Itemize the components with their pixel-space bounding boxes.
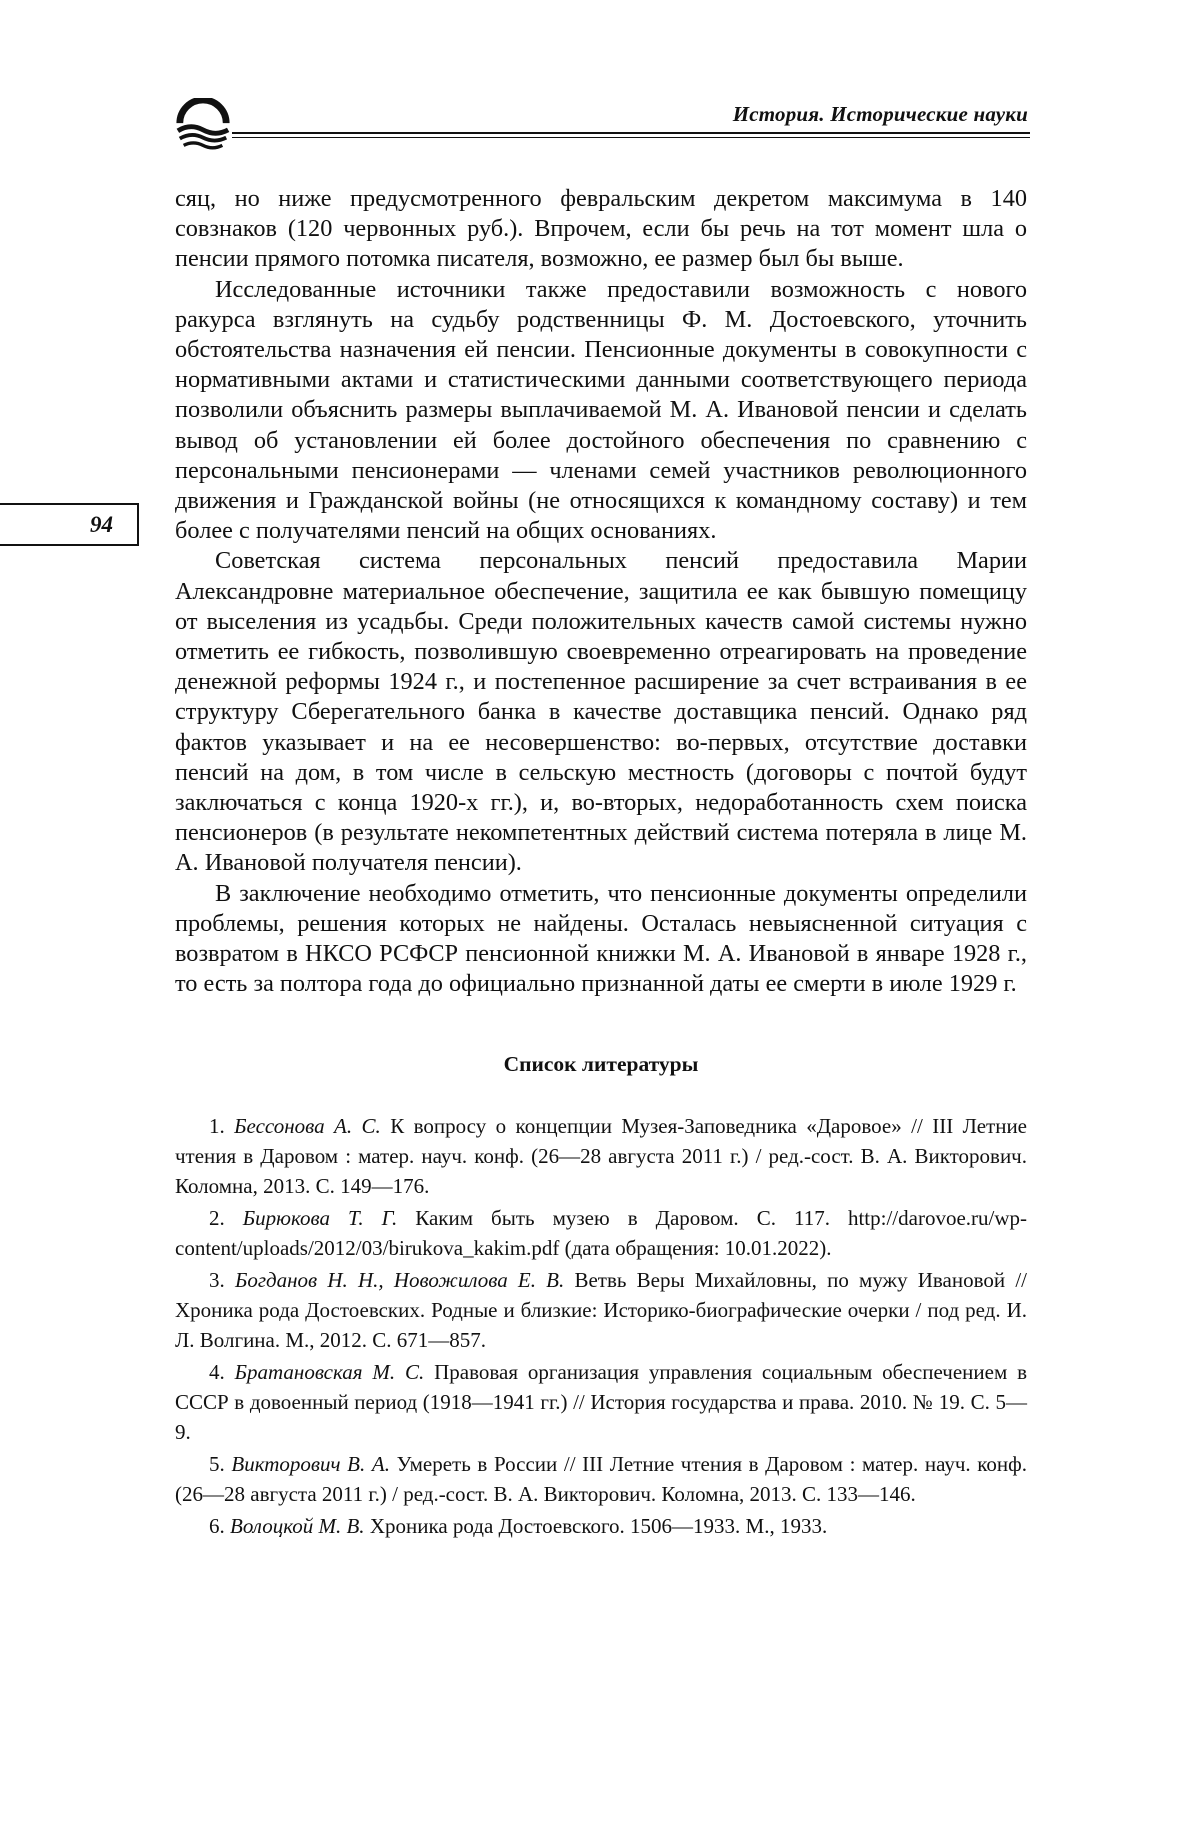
journal-logo-icon (174, 98, 232, 156)
body-paragraph: Исследованные источники также предоставили возможность с нового ракурса взглянуть на судьбу родственницы Ф. М. Достоевского, уточнить обстоятельства назначения ей пенсии. Пенсионные документы в совокупности с нормативными актами и статистическими данными соответствующего периода позволили объяснить размеры выплачиваемой М. А. Ивановой пенсии и сделать вывод об установлении ей более достойного обеспечения по сравнению с персональными пенсионерами — членами семей участников революционного движения и Гражданской войны (не относящихся к командному составу) и тем более с получателями пенсий на общих основаниях. (175, 275, 1027, 545)
reference-text: К вопросу о концепции Музея-Заповедника «Даровое» // III Летние чтения в Даровом : матер. науч. конф. (26—28 августа 2011 г.) / ред.-сост. В. А. Викторович. Коломна, 2013. С. 149—176. (175, 1114, 1028, 1199)
reference-number: 5. (209, 1452, 225, 1477)
reference-number: 3. (209, 1268, 225, 1293)
reference-item (175, 1203, 1027, 1263)
body-paragraph: сяц, но ниже предусмотренного февральским декретом максимума в 140 совзнаков (120 червонных руб.). Впрочем, если бы речь на тот момент шла о пенсии прямого потомка писателя, возможно, ее размер был бы выше. (175, 185, 1027, 273)
running-title: История. Исторические науки (732, 102, 1028, 126)
reference-text: Правовая организация управления социальным обеспечением в СССР в довоенный период (1918—1941 гг.) // История государства и права. 2010. № 19. С. 5—9. (175, 1360, 1028, 1445)
reference-list (175, 1111, 1027, 1541)
page-number-box (0, 503, 139, 546)
reference-text: Каким быть музею в Даровом. С. 117. http://darovoe.ru/wp-content/uploads/2012/03/birukova_kakim.pdf (дата обращения: 10.01.2022). (175, 1206, 1027, 1261)
reference-item (175, 1511, 1027, 1541)
reference-item (175, 1265, 1027, 1355)
body-paragraph: Советская система персональных пенсий предоставила Марии Александровне материальное обеспечение, защитила ее как бывшую помещицу от выселения из усадьбы. Среди положительных качеств самой системы нужно отметить ее гибкость, позволившую своевременно отреагировать на проведение денежной реформы 1924 г., и постепенное расширение за счет встраивания в ее структуру Сберегательного банка в качестве доставщика пенсий. Однако ряд фактов указывает и на ее несовершенство: во-первых, отсутствие доставки пенсий на дом, в том числе в сельскую местность (договоры с почтой будут заключаться с конца 1920-х гг.), и, во-вторых, недоработанность схем поиска пенсионеров (в результате некомпетентных действий система потеряла в лице М. А. Ивановой получателя пенсии). (175, 547, 1027, 877)
reference-author: Богданов Н. Н., Новожилова Е. В. (234, 1268, 565, 1293)
header-rule-thin (232, 137, 1030, 138)
page-header (170, 92, 1030, 152)
reference-number: 4. (209, 1360, 225, 1385)
reference-item (175, 1357, 1027, 1447)
reference-author: Бирюкова Т. Г. (242, 1206, 398, 1231)
page-number: 94 (90, 512, 113, 537)
reference-number: 2. (209, 1206, 225, 1231)
main-content (175, 184, 1027, 1543)
reference-item (175, 1449, 1027, 1509)
reference-item (175, 1111, 1027, 1201)
body-paragraph: В заключение необходимо отметить, что пенсионные документы определили проблемы, решения которых не найдены. Осталась невыясненной ситуация с возвратом в НКСО РСФСР пенсионной книжки М. А. Ивановой в январе 1928 г., то есть за полтора года до официально признанной даты ее смерти в июле 1929 г. (175, 879, 1027, 998)
reference-author: Викторович В. А. (231, 1452, 390, 1477)
reference-text: Хроника рода Достоевского. 1506—1933. М., 1933. (369, 1514, 828, 1539)
reference-author: Бессонова А. С. (234, 1114, 381, 1139)
reference-author: Волоцкой М. В. (230, 1514, 365, 1539)
reference-number: 1. (209, 1114, 225, 1139)
reference-number: 6. (209, 1514, 225, 1539)
reference-text: Умереть в России // III Летние чтения в Даровом : матер. науч. конф. (26—28 августа 2011 г.) / ред.-сост. В. А. Викторович. Коломна, 2013. С. 133—146. (175, 1452, 1027, 1507)
header-rule (232, 132, 1030, 134)
reference-text: Ветвь Веры Михайловны, по мужу Ивановой // Хроника рода Достоевских. Родные и близкие: Историко-биографические очерки / под ред. И. Л. Волгина. М., 2012. С. 671—857. (175, 1268, 1027, 1353)
references-title: Список литературы (503, 1052, 699, 1077)
reference-author: Братановская М. С. (234, 1360, 425, 1385)
